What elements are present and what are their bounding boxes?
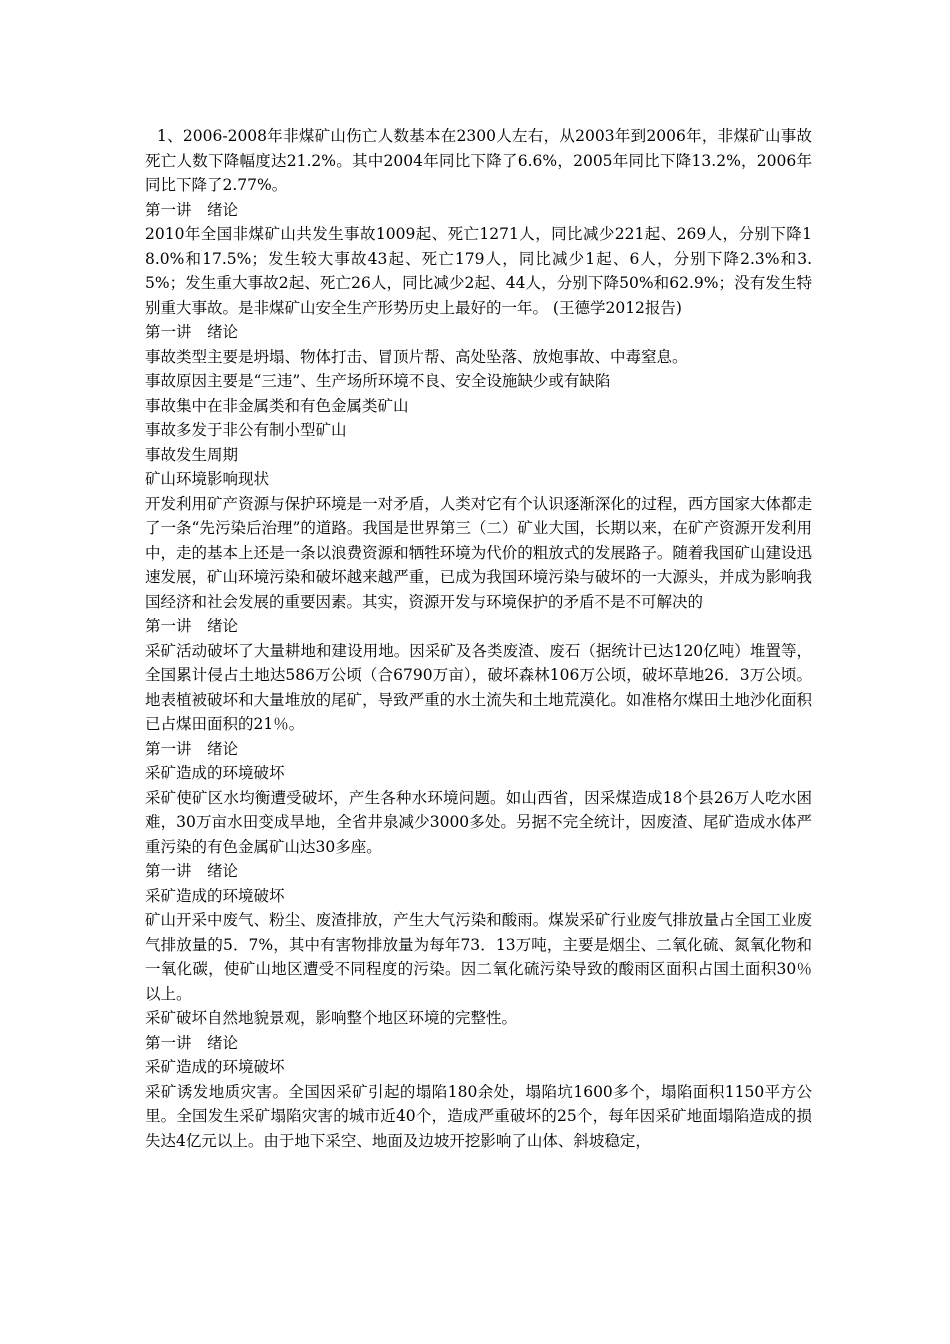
paragraph: 开发利用矿产资源与保护环境是一对矛盾，人类对它有个认识逐渐深化的过程，西方国家大体都走了一条“先污染后治理”的道路。我国是世界第三（二）矿业大国，长期以来，在矿产资源开发利用中，走的基本上还是一条以浪费资源和牺牲环境为代价的粗放式的发展路子。随着我国矿山建设迅速发展，矿山环境污染和破坏越来越严重，已成为我国环境污染与破坏的一大源头，并成为影响我国经济和社会发展的重要因素。其实，资源开发与环境保护的矛盾不是不可解决的 <box>145 494 812 611</box>
section-heading: 第一讲 绪论 <box>145 617 239 635</box>
paragraph: 2010年全国非煤矿山共发生事故1009起、死亡1271人，同比减少221起、269人，分别下降18.0%和17.5%；发生较大事故43起、死亡179人，同比减少1起、6人，分别下降2.3%和3.5%；发生重大事故2起、死亡26人，同比减少2起、44人，分别下降50%和62.9%；没有发生特别重大事故。是非煤矿山安全生产形势历史上最好的一年。 (王德学2012报告) <box>145 225 812 317</box>
section-heading: 第一讲 绪论 <box>145 739 239 758</box>
subheading: 采矿造成的环境破坏 <box>145 764 285 782</box>
subheading: 采矿造成的环境破坏 <box>145 1058 285 1076</box>
paragraph: 采矿诱发地质灾害。全国因采矿引起的塌陷180余处，塌陷坑1600多个，塌陷面积1150平方公里。全国发生采矿塌陷灾害的城市近40个，造成严重破坏的25个，每年因采矿地面塌陷造成的损失达4亿元以上。由于地下采空、地面及边坡开挖影响了山体、斜坡稳定， <box>145 1082 812 1150</box>
subheading: 采矿造成的环境破坏 <box>145 886 285 905</box>
subheading: 矿山环境影响现状 <box>145 470 270 488</box>
paragraph: 采矿使矿区水均衡遭受破坏，产生各种水环境问题。如山西省，因采煤造成18个县26万人吃水困难，30万亩水田变成旱地，全省井泉减少3000多处。另据不完全统计，因废渣、尾矿造成水体严重污染的有色金属矿山达30多座。 <box>145 788 812 856</box>
paragraph: 事故原因主要是“三违”、生产场所环境不良、安全设施缺少或有缺陷 <box>145 372 611 390</box>
section-heading: 第一讲 绪论 <box>145 323 239 341</box>
paragraph: 1、2006-2008年非煤矿山伤亡人数基本在2300人左右，从2003年到2006年，非煤矿山事故死亡人数下降幅度达21.2%。其中2004年同比下降了6.6%，2005年同比下降13.2%，2006年同比下降了2.77%。 <box>145 127 812 194</box>
paragraph: 事故类型主要是坍塌、物体打击、冒顶片帮、高处坠落、放炮事故、中毒窒息。 <box>145 347 688 366</box>
section-heading: 第一讲 绪论 <box>145 1033 239 1052</box>
paragraph: 事故集中在非金属类和有色金属类矿山 <box>145 396 409 415</box>
section-heading: 第一讲 绪论 <box>145 200 239 219</box>
document-body <box>145 124 812 1153</box>
paragraph: 事故发生周期 <box>145 445 239 464</box>
section-heading: 第一讲 绪论 <box>145 862 239 880</box>
paragraph: 矿山开采中废气、粉尘、废渣排放，产生大气污染和酸雨。煤炭采矿行业废气排放量占全国工业废气排放量的5．7%，其中有害物排放量为每年73．13万吨，主要是烟尘、二氧化硫、氮氧化物和一氧化碳，使矿山地区遭受不同程度的污染。因二氧化硫污染导致的酸雨区面积占国土面积30％以上。 <box>145 911 812 1003</box>
paragraph: 采矿活动破坏了大量耕地和建设用地。因采矿及各类废渣、废石（据统计已达120亿吨）堆置等，全国累计侵占土地达586万公顷（合6790万亩），破坏森林106万公顷，破坏草地26．3万公顷。地表植被破坏和大量堆放的尾矿，导致严重的水土流失和土地荒漠化。如准格尔煤田土地沙化面积已占煤田面积的21％。 <box>145 641 812 733</box>
paragraph: 采矿破坏自然地貌景观，影响整个地区环境的完整性。 <box>145 1009 518 1027</box>
paragraph: 事故多发于非公有制小型矿山 <box>145 421 347 439</box>
